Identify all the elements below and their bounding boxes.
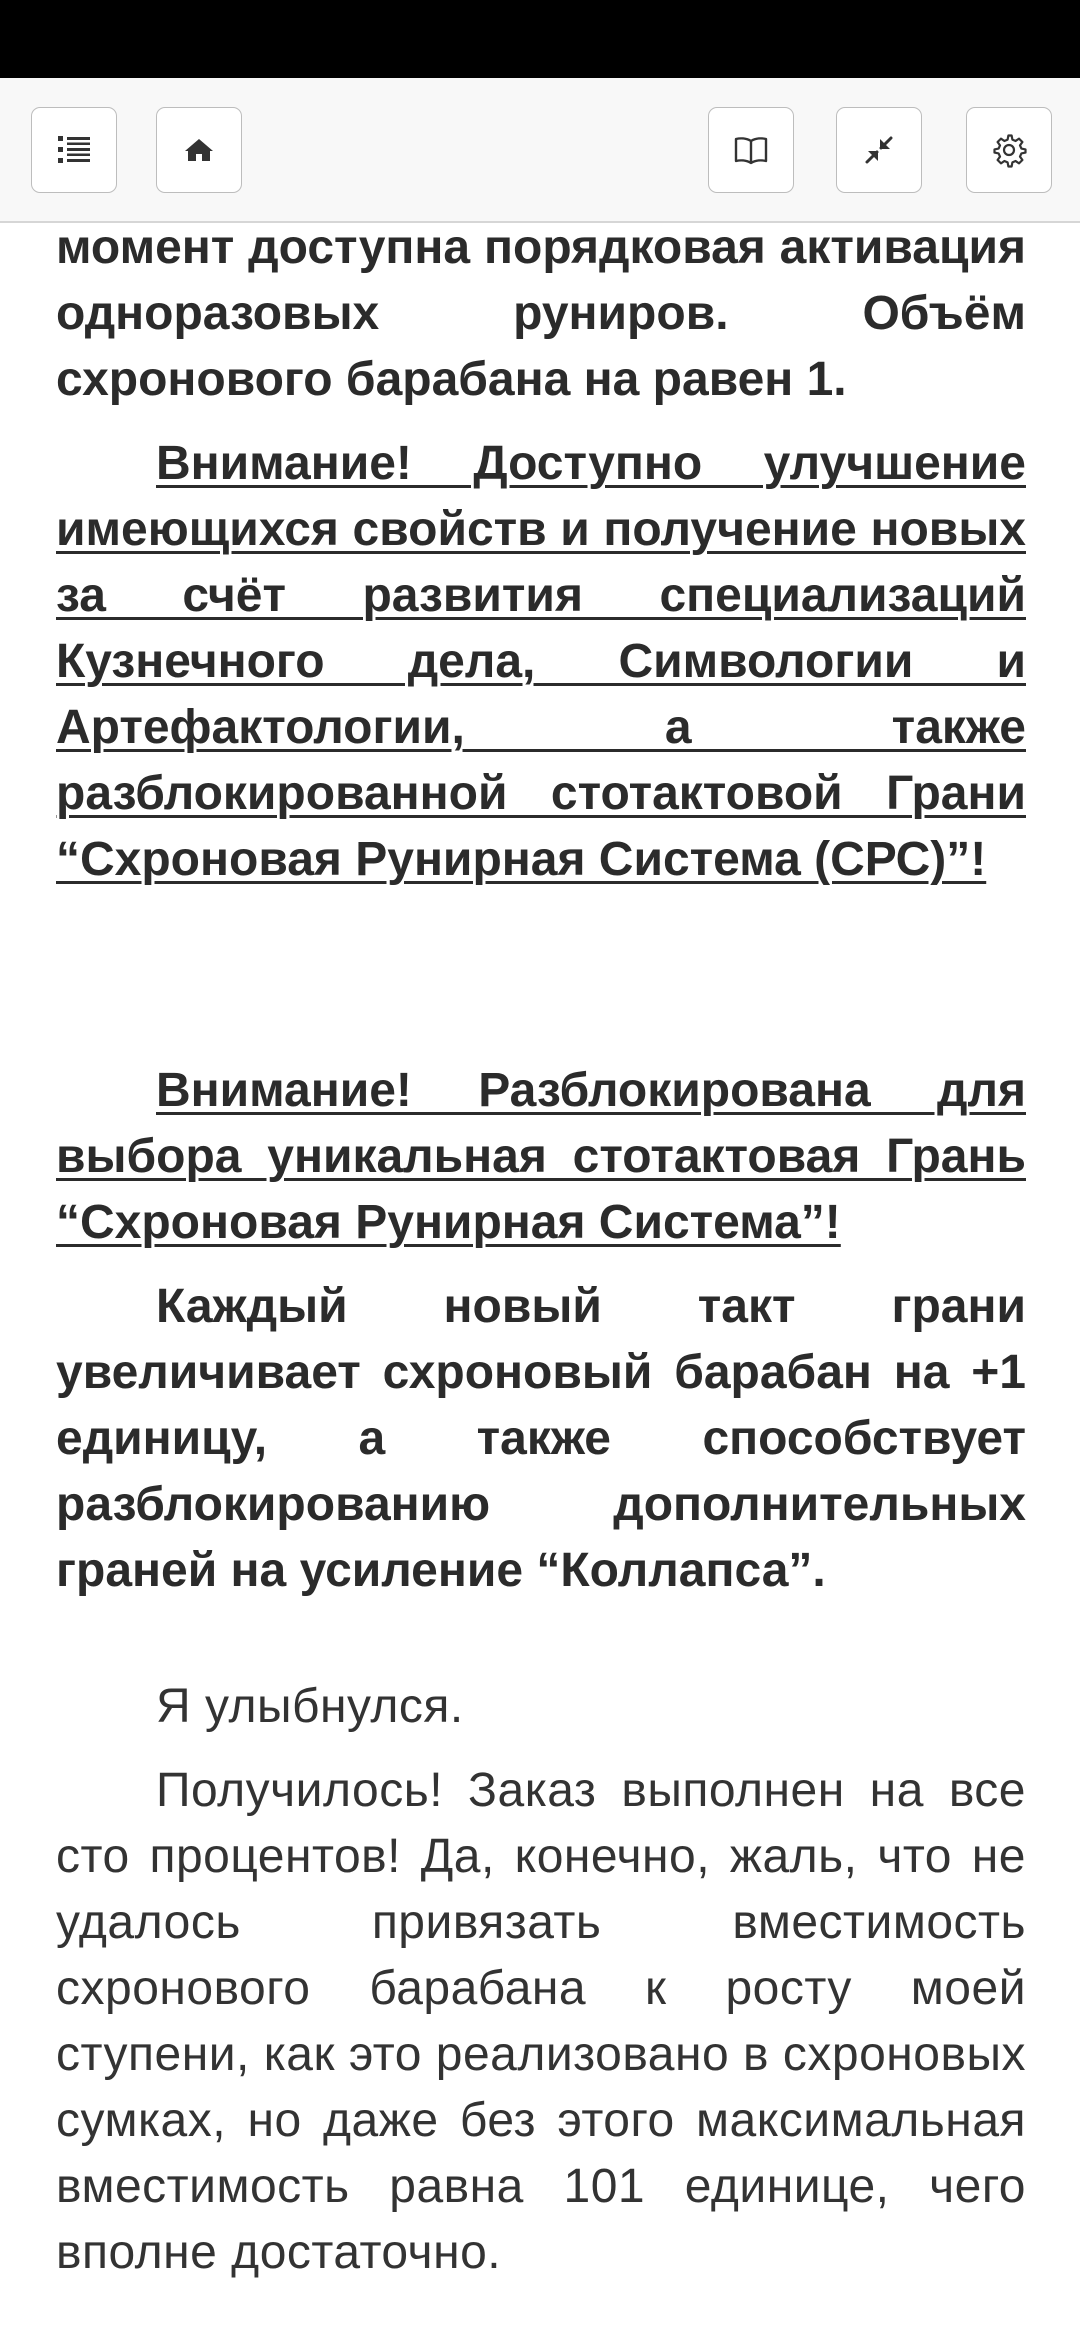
reading-mode-button[interactable]	[708, 107, 794, 193]
list-icon	[54, 130, 94, 170]
notice-text: Внимание! Разблокирована для выбора уникальная стотактовая Грань “Схроновая Рунирная Система”!	[56, 1064, 1026, 1249]
spacer	[56, 893, 1026, 1058]
paragraph-text: Я улыбнулся.	[156, 1680, 464, 1733]
notice-paragraph	[56, 431, 1026, 893]
book-icon	[731, 130, 771, 170]
notice-paragraph	[56, 1058, 1026, 1256]
reader-content	[56, 223, 1026, 2340]
status-bar	[0, 0, 1080, 78]
exit-fullscreen-button[interactable]	[836, 107, 922, 193]
reader-toolbar	[0, 78, 1080, 223]
spacer	[56, 1604, 1026, 1674]
notice-text: Внимание! Доступно улучшение имеющихся свойств и получение новых за счёт развития специализаций Кузнечного дела, Символогии и Артефактологии, а также разблокированной стотактовой Грани “Схроновая Рунирная Система (СРС)”!	[56, 437, 1026, 886]
table-of-contents-button[interactable]	[31, 107, 117, 193]
paragraph-text: Каждый новый такт грани увеличивает схроновый барабан на +1 единицу, а также способствует разблокированию дополнительных граней на усиление “Коллапса”.	[56, 1280, 1026, 1597]
gear-icon	[989, 130, 1029, 170]
paragraph-text: Получилось! Заказ выполнен на все сто процентов! Да, конечно, жаль, что не удалось привязать вместимость схронового барабана к росту моей ступени, как это реализовано в схроновых сумках, но даже без этого максимальная вместимость равна 101 единице, чего вполне достаточно.	[56, 1764, 1026, 2279]
home-button[interactable]	[156, 107, 242, 193]
home-icon	[179, 130, 219, 170]
settings-button[interactable]	[966, 107, 1052, 193]
collapse-icon	[859, 130, 899, 170]
paragraph-text: момент доступна порядковая активация одноразовых руниров. Объём схронового барабана на равен 1.	[56, 223, 1026, 406]
